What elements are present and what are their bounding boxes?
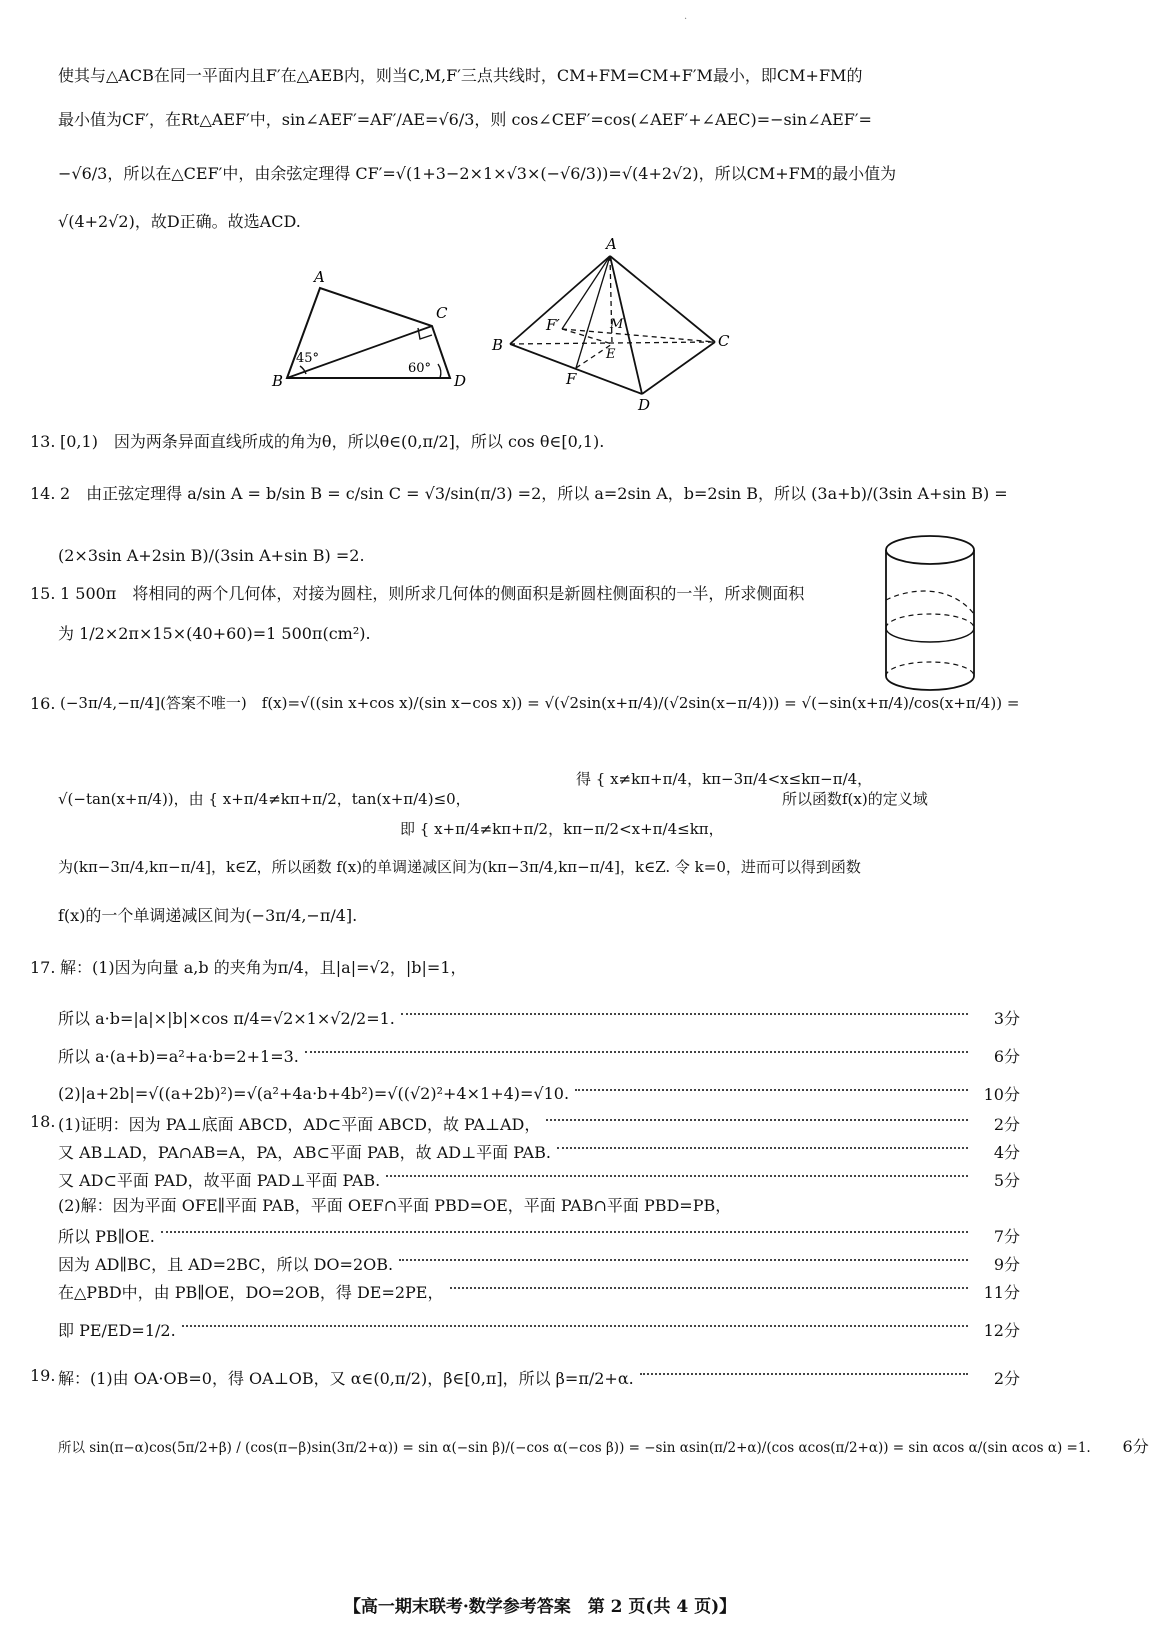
q18-row-7-points: 11分	[983, 1283, 1020, 1302]
q15-line-1: 1 500π 将相同的两个几何体，对接为圆柱，则所求几何体的侧面积是新圆柱侧面积的一半，所求侧面积	[60, 584, 805, 603]
q16-line-3: 为(kπ−3π/4,kπ−π/4]，k∈Z，所以函数 f(x)的单调递减区间为(kπ−3π/4,kπ−π/4]，k∈Z. 令 k=0，进而可以得到函数	[58, 858, 861, 876]
q19-row-1-points: 2分	[993, 1369, 1020, 1388]
fig1-label-a: A	[314, 268, 325, 286]
para-line-4: √(4+2√2)，故D正确。故选ACD.	[58, 212, 301, 231]
fig2-label-m: M	[610, 317, 624, 332]
figure-cylinder	[880, 528, 980, 698]
q18-row-1-text: (1)证明：因为 PA⊥底面 ABCD，AD⊂平面 ABCD，故 PA⊥AD，	[58, 1115, 541, 1134]
fig2-label-a: A	[606, 235, 617, 253]
q19-number: 19.	[30, 1366, 56, 1385]
q17-row-1-text: 所以 a·b=|a|×|b|×cos π/4=√2×1×√2/2=1.	[58, 1009, 395, 1028]
q18-row-6-points: 9分	[993, 1255, 1020, 1274]
fig2-label-b: B	[492, 336, 504, 354]
q18-row-6	[58, 1252, 1020, 1275]
page-footer: 【高一期末联考·数学参考答案 第 2 页(共 4 页)】	[343, 1597, 737, 1617]
fig1-angle-b: 45°	[296, 351, 320, 366]
figure-pyramid	[490, 236, 750, 416]
q18-row-1-points: 2分	[993, 1115, 1020, 1134]
q18-row-6-text: 因为 AD∥BC，且 AD=2BC，所以 DO=2OB.	[58, 1255, 394, 1274]
q18-row-1	[58, 1112, 1020, 1135]
q19-row-1	[58, 1366, 1020, 1389]
q18-row-3-points: 5分	[993, 1171, 1020, 1190]
q18-row-3	[58, 1168, 1020, 1191]
q13-number: 13.	[30, 432, 56, 451]
q18-row-4-text: (2)解：因为平面 OFE∥平面 PAB，平面 OEF∩平面 PBD=OE，平面 PAB∩平面 PBD=PB，	[58, 1196, 732, 1215]
q18-row-7-text: 在△PBD中，由 PB∥OE，DO=2OB，得 DE=2PE，	[58, 1283, 444, 1302]
q17-number: 17.	[30, 958, 56, 977]
q17-row-2-points: 6分	[993, 1047, 1020, 1066]
q18-row-5-text: 所以 PB∥OE.	[58, 1227, 155, 1246]
q16-number: 16.	[30, 694, 56, 713]
fig1-label-b: B	[272, 372, 284, 390]
fig1-label-d: D	[454, 372, 467, 390]
para-line-3: −√6/3，所以在△CEF′中，由余弦定理得 CF′=√(1+3−2×1×√3×(−√6/3))=√(4+2√2)，所以CM+FM的最小值为	[58, 164, 897, 183]
q16-line-2b: 即 { x+π/4≠kπ+π/2，kπ−π/2<x+π/4≤kπ，	[400, 820, 724, 838]
q18-row-2-text: 又 AB⊥AD，PA∩AB=A，PA，AB⊂平面 PAB，故 AD⊥平面 PAB.	[58, 1143, 551, 1162]
para-line-2: 最小值为CF′，在Rt△AEF′中，sin∠AEF′=AF′/AE=√6/3，则 cos∠CEF′=cos(∠AEF′+∠AEC)=−sin∠AEF′=	[58, 110, 872, 129]
para-line-1: 使其与△ACB在同一平面内且F′在△AEB内，则当C,M,F′三点共线时，CM+FM=CM+F′M最小，即CM+FM的	[58, 66, 863, 85]
q18-row-3-text: 又 AD⊂平面 PAD，故平面 PAD⊥平面 PAB.	[58, 1171, 381, 1190]
q16-line-2a: √(−tan(x+π/4))，由 { x+π/4≠kπ+π/2，tan(x+π/4)≤0，	[58, 790, 471, 808]
fig2-label-f: F	[566, 370, 577, 388]
q18-row-7	[58, 1280, 1020, 1303]
q18-row-5	[58, 1224, 1020, 1247]
q16-line-1: (−3π/4,−π/4](答案不唯一) f(x)=√((sin x+cos x)/(sin x−cos x)) = √(√2sin(x+π/4)/(√2sin(x−π/4))) = √(−sin(x+π/4)/cos(x+π/4)) =	[60, 694, 1020, 712]
q13-text: [0,1) 因为两条异面直线所成的角为θ，所以θ∈(0,π/2]，所以 cos θ∈[0,1).	[60, 432, 605, 451]
q15-line-2: 为 1/2×2π×15×(40+60)=1 500π(cm²).	[58, 624, 371, 643]
q19-row-2-points: 6分	[1122, 1437, 1149, 1456]
q18-row-2	[58, 1140, 1020, 1163]
fig2-label-c: C	[718, 332, 730, 350]
q19-row-2-text: 所以 sin(π−α)cos(5π/2+β) / (cos(π−β)sin(3π/2+α)) = sin α(−sin β)/(−cos α(−cos β)) = −sin αsin(π/2+α)/(cos αcos(π/2+α)) = sin αcos α/(sin αcos α) =1.	[58, 1439, 1091, 1456]
q18-row-8	[58, 1318, 1020, 1341]
figure-quadrilateral	[262, 262, 482, 402]
q18-row-5-points: 7分	[993, 1227, 1020, 1246]
q19-row-1-text: 解：(1)由 OA·OB=0，得 OA⊥OB，又 α∈(0,π/2)，β∈[0,π]，所以 β=π/2+α.	[58, 1369, 634, 1388]
fig2-label-e: E	[606, 347, 616, 362]
q17-line-0: 解：(1)因为向量 a,b 的夹角为π/4，且|a|=√2，|b|=1，	[60, 958, 467, 977]
q17-row-1-points: 3分	[993, 1009, 1020, 1028]
q16-line-2c: 得 { x≠kπ+π/4，kπ−3π/4<x≤kπ−π/4，	[576, 770, 873, 788]
q17-row-2	[58, 1044, 1020, 1067]
q18-row-8-text: 即 PE/ED=1/2.	[58, 1321, 176, 1340]
fig2-label-d: D	[638, 396, 651, 414]
fig1-angle-d: 60°	[408, 361, 432, 376]
q17-row-2-text: 所以 a·(a+b)=a²+a·b=2+1=3.	[58, 1047, 299, 1066]
q16-line-2d: 所以函数f(x)的定义域	[782, 790, 928, 808]
q17-row-3	[58, 1082, 1020, 1105]
q18-row-2-points: 4分	[993, 1143, 1020, 1162]
q17-row-3-text: (2)|a+2b|=√((a+2b)²)=√(a²+4a·b+4b²)=√((√2)²+4×1+4)=√10.	[58, 1084, 570, 1103]
fig2-label-fprime: F′	[546, 316, 560, 334]
q16-line-4: f(x)的一个单调递减区间为(−3π/4,−π/4].	[58, 906, 358, 925]
q18-row-8-points: 12分	[983, 1321, 1020, 1340]
q19-row-2	[58, 1434, 1149, 1457]
q18-number: 18.	[30, 1112, 56, 1131]
q17-row-3-points: 10分	[983, 1085, 1020, 1104]
q17-row-1	[58, 1006, 1020, 1029]
fig1-label-c: C	[436, 304, 448, 322]
q15-number: 15.	[30, 584, 56, 603]
q14-line-1: 2 由正弦定理得 a/sin A = b/sin B = c/sin C = √3/sin(π/3) =2，所以 a=2sin A，b=2sin B，所以 (3a+b)/(3sin A+sin B) =	[60, 484, 1008, 503]
page-marker: ·	[684, 14, 688, 25]
q14-line-2: (2×3sin A+2sin B)/(3sin A+sin B) =2.	[58, 546, 365, 565]
q14-number: 14.	[30, 484, 56, 503]
